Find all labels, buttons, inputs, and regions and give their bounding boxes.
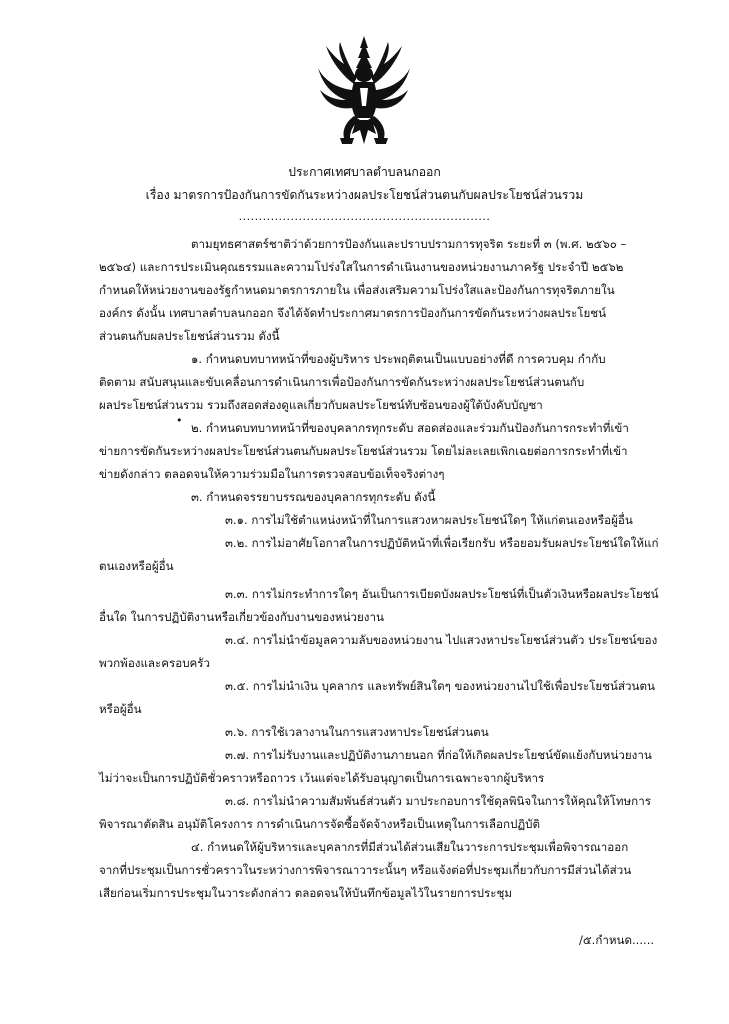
- body-line: ๓.๒. การไม่อาศัยโอกาสในการปฏิบัติหน้าที่เพื่อเรียกรับ หรือยอมรับผลประโยชน์ใดให้แก่: [225, 536, 659, 550]
- body-line: ๑. กำหนดบทบาทหน้าที่ของผู้บริหาร ประพฤติตนเป็นแบบอย่างที่ดี การควบคุม กำกับ: [191, 352, 606, 366]
- body-line: ๓. กำหนดจรรยาบรรณของบุคลากรทุกระดับ ดังนี้: [191, 490, 436, 504]
- body-line: ตนเองหรือผู้อื่น: [99, 559, 174, 573]
- body-line: ตามยุทธศาสตร์ชาติว่าด้วยการป้องกันและปราบปรามการทุจริต ระยะที่ ๓ (พ.ศ. ๒๕๖๐ –: [191, 237, 627, 251]
- body-line: พิจารณาตัดสิน อนุมัติโครงการ การดำเนินการจัดซื้อจัดจ้างหรือเป็นเหตุในการเลือกปฏิบัติ: [99, 817, 541, 831]
- body-line: กำหนดให้หน่วยงานของรัฐกำหนดมาตรการภายใน เพื่อส่งเสริมความโปร่งใสและป้องกันการทุจริตภายใน: [99, 283, 615, 297]
- body-line: ผลประโยชน์ส่วนรวม รวมถึงสอดส่องดูแลเกี่ยวกับผลประโยชน์ทับซ้อนของผู้ใต้บังคับบัญชา: [99, 398, 543, 412]
- title-divider: ...............................................................: [238, 210, 491, 223]
- body-line: ๓.๘. การไม่นำความสัมพันธ์ส่วนตัว มาประกอบการใช้ดุลพินิจในการให้คุณให้โทษการ: [225, 794, 651, 808]
- body-line: ๓.๑. การไม่ใช้ตำแหน่งหน้าที่ในการแสวงหาผลประโยชน์ใดๆ ให้แก่ตนเองหรือผู้อื่น: [225, 513, 633, 527]
- document-subject: เรื่อง มาตรการป้องกันการขัดกันระหว่างผลประโยชน์ส่วนตนกับผลประโยชน์ส่วนรวม: [145, 188, 584, 202]
- body-line: องค์กร ดังนั้น เทศบาลตำบลนกออก จึงได้จัดทำประกาศมาตรการป้องกันการขัดกันระหว่างผลประโยชน์: [99, 306, 607, 320]
- garuda-emblem-icon: [316, 34, 412, 152]
- body-line: ๓.๕. การไม่นำเงิน บุคลากร และทรัพย์สินใดๆ ของหน่วยงานไปใช้เพื่อประโยชน์ส่วนตน: [225, 679, 655, 693]
- body-line: ๓.๔. การไม่นำข้อมูลความลับของหน่วยงาน ไปแสวงหาประโยชน์ส่วนตัว ประโยชน์ของ: [225, 633, 658, 647]
- body-line: ไม่ว่าจะเป็นการปฏิบัติชั่วคราวหรือถาวร เว้นแต่จะได้รับอนุญาตเป็นการเฉพาะจากผู้บริหาร: [99, 771, 545, 785]
- body-line: ๒๕๖๔) และการประเมินคุณธรรมและความโปร่งใสในการดำเนินงานของหน่วยงานภาครัฐ ประจำปี ๒๕๖๒: [99, 260, 624, 274]
- body-line: ๓.๖. การใช้เวลางานในการแสวงหาประโยชน์ส่วนตน: [225, 725, 489, 739]
- page-continuation: /๕.กำหนด......: [579, 933, 655, 947]
- body-line: ข่ายการขัดกันระหว่างผลประโยชน์ส่วนตนกับผลประโยชน์ส่วนรวม โดยไม่ละเลยเพิกเฉยต่อการกระทำที่เข้า: [99, 444, 628, 458]
- body-line: ข่ายดังกล่าว ตลอดจนให้ความร่วมมือในการตรวจสอบข้อเท็จจริงต่างๆ: [99, 467, 445, 481]
- body-line: ติดตาม สนับสนุนและขับเคลื่อนการดำเนินการเพื่อป้องกันการขัดกันระหว่างผลประโยชน์ส่วนตนกับ: [99, 375, 585, 389]
- body-line: ๓.๗. การไม่รับงานและปฏิบัติงานภายนอก ที่ก่อให้เกิดผลประโยชน์ขัดแย้งกับหน่วยงาน: [225, 748, 652, 762]
- body-line: จากที่ประชุมเป็นการชั่วคราวในระหว่างการพิจารณาวาระนั้นๆ หรือแจ้งต่อที่ประชุมเกี่ยวกับการมีส่วนได้ส่วน: [99, 863, 632, 877]
- margin-mark: •: [176, 414, 183, 427]
- body-line: พวกพ้องและครอบครัว: [99, 656, 211, 670]
- body-line: ๒. กำหนดบทบาทหน้าที่ของบุคลากรทุกระดับ สอดส่องและร่วมกันป้องกันการกระทำที่เข้า: [191, 421, 629, 435]
- body-line: เสียก่อนเริ่มการประชุมในวาระดังกล่าว ตลอดจนให้บันทึกข้อมูลไว้ในรายการประชุม: [99, 886, 513, 900]
- body-line: หรือผู้อื่น: [99, 702, 142, 716]
- body-line: ๓.๓. การไม่กระทำการใดๆ อันเป็นการเบียดบังผลประโยชน์ที่เป็นตัวเงินหรือผลประโยชน์: [225, 587, 659, 601]
- body-line: ส่วนตนกับผลประโยชน์ส่วนรวม ดังนี้: [99, 329, 280, 343]
- document-issuer: ประกาศเทศบาลตำบลนกออก: [288, 165, 441, 179]
- body-line: ๔. กำหนดให้ผู้บริหารและบุคลากรที่มีส่วนได้ส่วนเสียในวาระการประชุมเพื่อพิจารณาออก: [191, 840, 629, 854]
- body-line: อื่นใด ในการปฏิบัติงานหรือเกี่ยวข้องกับงานของหน่วยงาน: [99, 610, 384, 624]
